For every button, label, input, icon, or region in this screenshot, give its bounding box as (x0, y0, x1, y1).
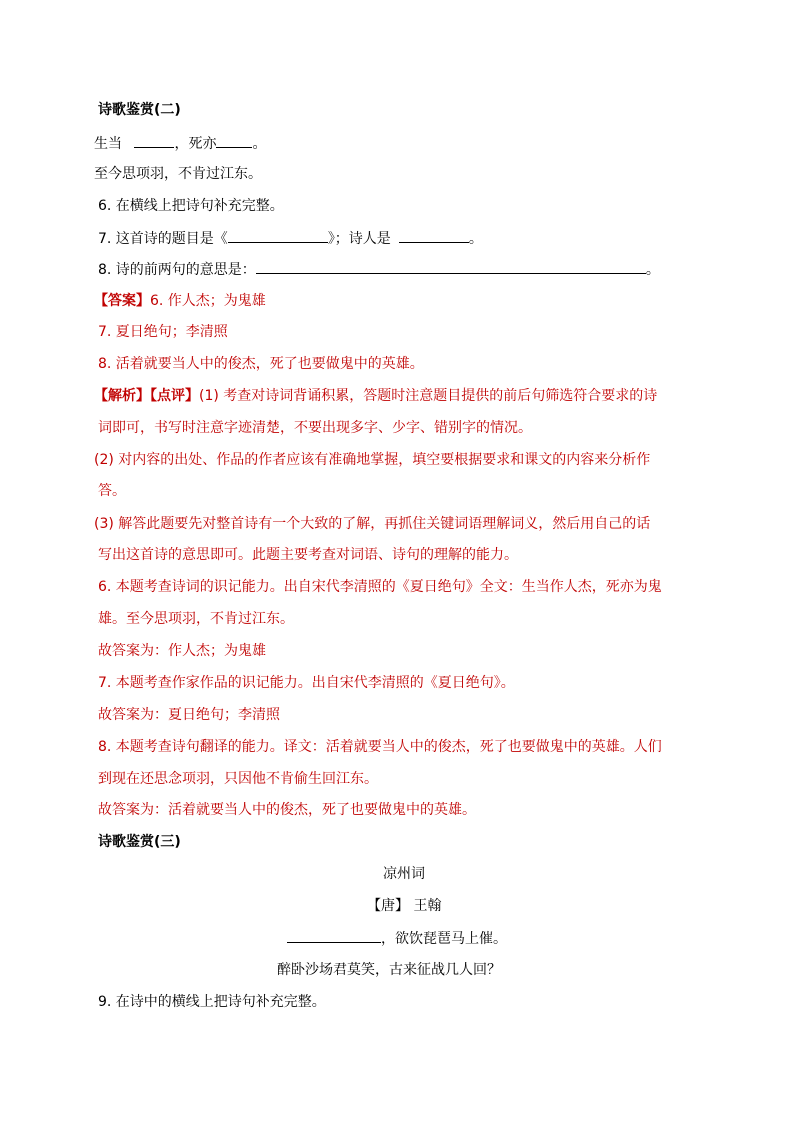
analysis-p2-line1: (2) 对内容的出处、作品的作者应该有准确地掌握，填空要根据要求和课文的内容来分析作 (94, 452, 651, 468)
poem-dynasty: 【唐】 (367, 898, 409, 914)
answer-tag: 【答案】 (94, 293, 150, 309)
analysis-p1-line1 (94, 386, 657, 406)
explanation-6-line1: 6. 本题考查诗词的识记能力。出自宋代李清照的《夏日绝句》全文：生当作人杰，死亦为鬼 (98, 579, 662, 595)
poem-line-1 (287, 928, 507, 949)
result-6: 故答案为：作人杰；为鬼雄 (98, 643, 266, 659)
question-7-prefix: 7. 这首诗的题目是《 (98, 231, 228, 247)
poem-line-2: 至今思项羽，不肯过江东。 (94, 166, 262, 182)
poem-byline (367, 896, 441, 916)
poem-line-1-end: ，欲饮琵琶马上催。 (381, 931, 507, 947)
section-title-3: 诗歌鉴赏(三) (98, 834, 181, 850)
question-7-mid: 》；诗人是 (327, 231, 391, 247)
answer-8: 8. 活着就要当人中的俊杰，死了也要做鬼中的英雄。 (98, 356, 424, 372)
question-9: 9. 在诗中的横线上把诗句补充完整。 (98, 994, 326, 1010)
poem-line-1 (94, 133, 266, 154)
blank-line (228, 228, 328, 243)
analysis-p1-text: (1) 考查对诗词背诵积累，答题时注意题目提供的前后句筛选符合要求的诗 (199, 388, 658, 404)
blank-line (216, 133, 252, 148)
result-8: 故答案为：活着就要当人中的俊杰，死了也要做鬼中的英雄。 (98, 802, 476, 818)
poem-author: 王翰 (413, 898, 442, 914)
blank-line (399, 228, 469, 243)
question-8 (98, 259, 660, 280)
analysis-p1-line2: 词即可，书写时注意字迹清楚，不要出现多字、少字、错别字的情况。 (98, 420, 532, 436)
result-7: 故答案为：夏日绝句；李清照 (98, 707, 280, 723)
poem-title: 凉州词 (383, 866, 425, 882)
blank-line (287, 928, 381, 943)
poem-line-1-end: 。 (252, 136, 267, 152)
analysis-p3-line1: (3) 解答此题要先对整首诗有一个大致的了解，再抓住关键词语理解词义，然后用自己的话 (94, 516, 651, 532)
analysis-tag: 【解析】 (94, 388, 150, 404)
poem-line-2: 醉卧沙场君莫笑，古来征战几人回？ (277, 962, 501, 978)
explanation-8-line2: 到现在还思念项羽，只因他不肯偷生回江东。 (98, 771, 378, 787)
blank-line (134, 133, 174, 148)
answer-7: 7. 夏日绝句；李清照 (98, 324, 228, 340)
blank-line (256, 259, 646, 274)
answer-6 (94, 291, 266, 311)
question-8-prefix: 8. 诗的前两句的意思是： (98, 262, 256, 278)
answer-6-text: 6. 作人杰；为鬼雄 (150, 293, 266, 309)
question-6: 6. 在横线上把诗句补充完整。 (98, 198, 284, 214)
section-title-2: 诗歌鉴赏(二) (98, 102, 181, 118)
question-7 (98, 228, 483, 249)
analysis-p2-line2: 答。 (98, 483, 126, 499)
analysis-p3-line2: 写出这首诗的意思即可。此题主要考查对词语、诗句的理解的能力。 (98, 547, 518, 563)
explanation-8-line1: 8. 本题考查诗句翻译的能力。译文：活着就要当人中的俊杰，死了也要做鬼中的英雄。人们 (98, 739, 662, 755)
question-8-end: 。 (645, 262, 660, 278)
explanation-6-line2: 雄。至今思项羽，不肯过江东。 (98, 611, 294, 627)
poem-line-1-mid: ，死亦 (174, 136, 217, 152)
comment-tag: 【点评】 (150, 388, 199, 404)
explanation-7: 7. 本题考查作家作品的识记能力。出自宋代李清照的《夏日绝句》。 (98, 675, 515, 691)
question-7-end: 。 (468, 231, 483, 247)
poem-line-1-prefix: 生当 (94, 136, 122, 152)
